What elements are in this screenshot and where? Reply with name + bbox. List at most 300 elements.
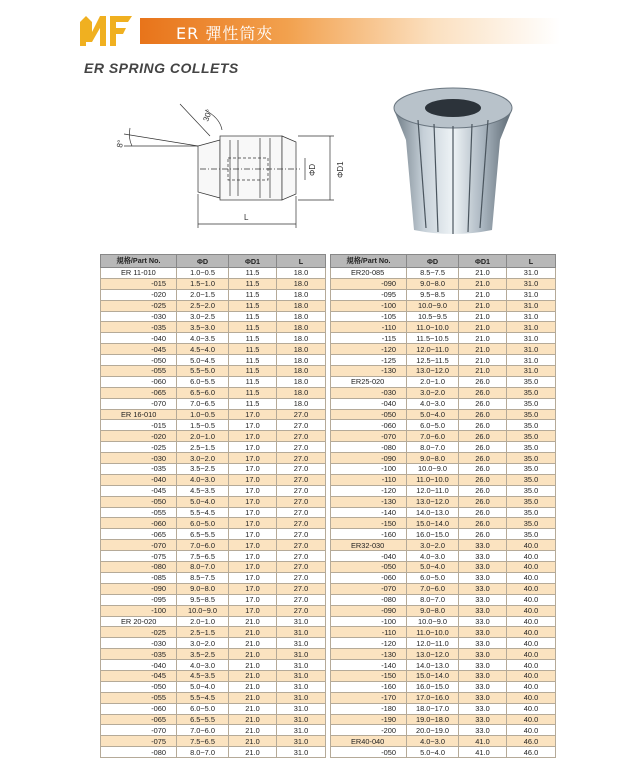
l-cell: 27.0 (277, 474, 326, 485)
part-no-cell: -070 (331, 583, 407, 594)
l-cell: 18.0 (277, 366, 326, 377)
d1-cell: 17.0 (229, 551, 277, 562)
d1-cell: 41.0 (459, 747, 507, 758)
table-row (101, 453, 326, 464)
part-no-cell: -150 (331, 518, 407, 529)
col-header-d1: ΦD1 (459, 255, 507, 268)
d1-cell: 17.0 (229, 529, 277, 540)
d-cell: 11.0~10.0 (407, 322, 459, 333)
table-row (331, 518, 556, 529)
part-no-cell: -035 (101, 649, 177, 660)
part-no-cell: -040 (331, 398, 407, 409)
d-cell: 8.5~7.5 (177, 572, 229, 583)
part-no-cell: -060 (331, 572, 407, 583)
table-row (101, 496, 326, 507)
d1-cell: 21.0 (459, 333, 507, 344)
d-cell: 3.0~2.0 (177, 453, 229, 464)
d1-cell: 21.0 (229, 638, 277, 649)
d1-cell: 21.0 (229, 703, 277, 714)
d1-cell: 11.5 (229, 398, 277, 409)
part-no-cell: -080 (331, 594, 407, 605)
dim-d-label: ΦD (308, 163, 317, 176)
part-no-cell: -020 (101, 289, 177, 300)
d1-cell: 11.5 (229, 376, 277, 387)
l-cell: 18.0 (277, 376, 326, 387)
l-cell: 27.0 (277, 605, 326, 616)
d1-cell: 21.0 (459, 366, 507, 377)
table-row (101, 736, 326, 747)
dim-l-label: L (244, 213, 249, 222)
l-cell: 31.0 (277, 627, 326, 638)
d1-cell: 33.0 (459, 627, 507, 638)
table-row (331, 333, 556, 344)
part-no-cell: -050 (331, 562, 407, 573)
part-no-cell: -030 (101, 638, 177, 649)
part-no-cell: -030 (331, 387, 407, 398)
collet-photo (388, 80, 518, 238)
d1-cell: 26.0 (459, 453, 507, 464)
part-no-cell: -140 (331, 507, 407, 518)
l-cell: 40.0 (507, 627, 556, 638)
d-cell: 7.0~6.5 (177, 398, 229, 409)
part-no-cell: -070 (101, 540, 177, 551)
l-cell: 40.0 (507, 638, 556, 649)
l-cell: 35.0 (507, 507, 556, 518)
l-cell: 31.0 (507, 300, 556, 311)
d-cell: 1.5~1.0 (177, 278, 229, 289)
table-row (101, 638, 326, 649)
l-cell: 35.0 (507, 420, 556, 431)
table-row (101, 398, 326, 409)
l-cell: 31.0 (277, 670, 326, 681)
table-row (331, 289, 556, 300)
d-cell: 7.0~6.0 (177, 725, 229, 736)
d-cell: 10.5~9.5 (407, 311, 459, 322)
part-no-cell: -050 (331, 747, 407, 758)
part-no-cell: -100 (331, 616, 407, 627)
l-cell: 18.0 (277, 278, 326, 289)
d1-cell: 21.0 (229, 714, 277, 725)
part-no-cell: -150 (331, 670, 407, 681)
table-row (101, 660, 326, 671)
l-cell: 31.0 (507, 344, 556, 355)
d1-cell: 21.0 (229, 627, 277, 638)
d-cell: 4.0~3.0 (407, 736, 459, 747)
l-cell: 18.0 (277, 300, 326, 311)
d1-cell: 26.0 (459, 431, 507, 442)
l-cell: 27.0 (277, 507, 326, 518)
part-no-cell: -130 (331, 366, 407, 377)
part-no-cell: ER 11-010 (101, 268, 177, 279)
header-title: ER 彈性筒夾 (176, 24, 274, 43)
d1-cell: 33.0 (459, 638, 507, 649)
l-cell: 31.0 (277, 660, 326, 671)
table-row (331, 649, 556, 660)
part-no-cell: -090 (331, 605, 407, 616)
d-cell: 2.0~1.0 (177, 431, 229, 442)
table-row (331, 464, 556, 475)
d1-cell: 11.5 (229, 333, 277, 344)
d-cell: 7.0~6.0 (177, 540, 229, 551)
d-cell: 19.0~18.0 (407, 714, 459, 725)
part-no-cell: ER20-085 (331, 268, 407, 279)
d-cell: 8.0~7.0 (407, 442, 459, 453)
part-no-cell: -025 (101, 442, 177, 453)
l-cell: 31.0 (277, 736, 326, 747)
l-cell: 40.0 (507, 714, 556, 725)
d1-cell: 26.0 (459, 409, 507, 420)
part-no-cell: -085 (101, 572, 177, 583)
d1-cell: 33.0 (459, 551, 507, 562)
part-no-cell: -045 (101, 670, 177, 681)
d1-cell: 17.0 (229, 562, 277, 573)
d1-cell: 21.0 (459, 311, 507, 322)
l-cell: 31.0 (277, 649, 326, 660)
d1-cell: 33.0 (459, 594, 507, 605)
d-cell: 12.5~11.5 (407, 355, 459, 366)
part-no-cell: -055 (101, 366, 177, 377)
d-cell: 6.5~5.5 (177, 714, 229, 725)
l-cell: 40.0 (507, 681, 556, 692)
l-cell: 31.0 (277, 714, 326, 725)
l-cell: 27.0 (277, 431, 326, 442)
d-cell: 4.5~3.5 (177, 670, 229, 681)
d1-cell: 26.0 (459, 420, 507, 431)
table-row (331, 453, 556, 464)
table-row (331, 344, 556, 355)
d-cell: 3.5~2.5 (177, 649, 229, 660)
table-row (331, 398, 556, 409)
d1-cell: 33.0 (459, 540, 507, 551)
table-row (101, 747, 326, 758)
d1-cell: 26.0 (459, 518, 507, 529)
table-row (101, 518, 326, 529)
table-row (101, 431, 326, 442)
part-no-cell: -100 (331, 300, 407, 311)
table-row (101, 572, 326, 583)
l-cell: 27.0 (277, 540, 326, 551)
l-cell: 27.0 (277, 583, 326, 594)
d1-cell: 21.0 (229, 616, 277, 627)
dim-d1-label: ΦD1 (336, 161, 345, 178)
d-cell: 4.0~3.0 (407, 398, 459, 409)
table-row (331, 714, 556, 725)
part-no-cell: -050 (331, 409, 407, 420)
d1-cell: 26.0 (459, 496, 507, 507)
d-cell: 1.5~0.5 (177, 420, 229, 431)
d-cell: 16.0~15.0 (407, 681, 459, 692)
d-cell: 15.0~14.0 (407, 518, 459, 529)
part-no-cell: ER25-020 (331, 376, 407, 387)
d1-cell: 33.0 (459, 649, 507, 660)
table-row (101, 670, 326, 681)
l-cell: 31.0 (277, 681, 326, 692)
part-no-cell: -055 (101, 507, 177, 518)
part-no-cell: -170 (331, 692, 407, 703)
spec-table-left (100, 254, 326, 758)
part-no-cell: -060 (331, 420, 407, 431)
d-cell: 9.5~8.5 (407, 289, 459, 300)
part-no-cell: -130 (331, 496, 407, 507)
part-no-cell: -180 (331, 703, 407, 714)
d-cell: 12.0~11.0 (407, 344, 459, 355)
table-row (101, 376, 326, 387)
part-no-cell: ER40-040 (331, 736, 407, 747)
part-no-cell: -020 (101, 431, 177, 442)
d-cell: 5.0~4.5 (177, 355, 229, 366)
table-row (101, 311, 326, 322)
table-row (331, 431, 556, 442)
table-row (331, 725, 556, 736)
d-cell: 4.0~3.0 (177, 660, 229, 671)
table-row (101, 562, 326, 573)
part-no-cell: -110 (331, 474, 407, 485)
d1-cell: 41.0 (459, 736, 507, 747)
part-no-cell: -065 (101, 529, 177, 540)
l-cell: 27.0 (277, 485, 326, 496)
d-cell: 10.0~9.0 (407, 300, 459, 311)
d-cell: 20.0~19.0 (407, 725, 459, 736)
d1-cell: 17.0 (229, 540, 277, 551)
d-cell: 8.0~7.0 (177, 562, 229, 573)
d1-cell: 33.0 (459, 681, 507, 692)
part-no-cell: -040 (101, 333, 177, 344)
table-row (101, 474, 326, 485)
d-cell: 6.0~5.0 (407, 572, 459, 583)
part-no-cell: -100 (331, 464, 407, 475)
part-no-cell: -040 (331, 551, 407, 562)
d1-cell: 21.0 (229, 649, 277, 660)
table-row (101, 725, 326, 736)
d-cell: 4.0~3.0 (177, 474, 229, 485)
d-cell: 9.0~8.0 (407, 278, 459, 289)
l-cell: 31.0 (507, 268, 556, 279)
d1-cell: 17.0 (229, 431, 277, 442)
part-no-cell: -090 (101, 583, 177, 594)
l-cell: 35.0 (507, 474, 556, 485)
d-cell: 5.5~4.5 (177, 692, 229, 703)
l-cell: 18.0 (277, 355, 326, 366)
d-cell: 14.0~13.0 (407, 660, 459, 671)
l-cell: 35.0 (507, 529, 556, 540)
table-row (101, 442, 326, 453)
part-no-cell: -080 (101, 747, 177, 758)
d1-cell: 33.0 (459, 692, 507, 703)
l-cell: 40.0 (507, 725, 556, 736)
section-subtitle: ER SPRING COLLETS (84, 60, 239, 76)
l-cell: 31.0 (507, 366, 556, 377)
table-row (331, 355, 556, 366)
angle-side-label: 8° (115, 139, 126, 149)
table-row (331, 562, 556, 573)
table-row (101, 507, 326, 518)
l-cell: 31.0 (277, 638, 326, 649)
d-cell: 17.0~16.0 (407, 692, 459, 703)
d1-cell: 21.0 (459, 268, 507, 279)
l-cell: 40.0 (507, 692, 556, 703)
d1-cell: 17.0 (229, 572, 277, 583)
part-no-cell: -075 (101, 551, 177, 562)
d-cell: 6.5~6.0 (177, 387, 229, 398)
table-row (101, 649, 326, 660)
table-row (331, 507, 556, 518)
d-cell: 2.5~1.5 (177, 627, 229, 638)
d-cell: 13.0~12.0 (407, 496, 459, 507)
part-no-cell: -090 (331, 453, 407, 464)
table-header-row (101, 255, 326, 268)
part-no-cell: -105 (331, 311, 407, 322)
part-no-cell: -030 (101, 311, 177, 322)
d1-cell: 11.5 (229, 289, 277, 300)
brand-logo (78, 12, 134, 48)
d-cell: 1.0~0.5 (177, 409, 229, 420)
d-cell: 2.5~1.5 (177, 442, 229, 453)
d-cell: 8.0~7.0 (177, 747, 229, 758)
l-cell: 18.0 (277, 322, 326, 333)
table-row (101, 344, 326, 355)
d1-cell: 21.0 (229, 747, 277, 758)
table-row (331, 278, 556, 289)
d-cell: 2.0~1.0 (177, 616, 229, 627)
l-cell: 46.0 (507, 747, 556, 758)
d1-cell: 17.0 (229, 594, 277, 605)
table-row (101, 583, 326, 594)
l-cell: 40.0 (507, 562, 556, 573)
part-no-cell: -040 (101, 660, 177, 671)
d1-cell: 11.5 (229, 366, 277, 377)
d-cell: 5.0~4.0 (177, 681, 229, 692)
d1-cell: 17.0 (229, 420, 277, 431)
d-cell: 12.0~11.0 (407, 485, 459, 496)
d-cell: 9.5~8.5 (177, 594, 229, 605)
table-row (101, 464, 326, 475)
d1-cell: 26.0 (459, 474, 507, 485)
part-no-cell: -080 (331, 442, 407, 453)
l-cell: 31.0 (507, 333, 556, 344)
d1-cell: 17.0 (229, 496, 277, 507)
l-cell: 40.0 (507, 616, 556, 627)
l-cell: 27.0 (277, 572, 326, 583)
d-cell: 7.0~6.0 (407, 431, 459, 442)
part-no-cell: -190 (331, 714, 407, 725)
table-row (331, 681, 556, 692)
col-header-part-no: 規格/Part No. (101, 255, 177, 268)
part-no-cell: -115 (331, 333, 407, 344)
table-row (101, 616, 326, 627)
part-no-cell: -100 (101, 605, 177, 616)
d-cell: 9.0~8.0 (407, 453, 459, 464)
l-cell: 27.0 (277, 594, 326, 605)
d1-cell: 26.0 (459, 464, 507, 475)
header-banner (140, 18, 560, 44)
l-cell: 27.0 (277, 420, 326, 431)
table-row (101, 289, 326, 300)
d1-cell: 21.0 (229, 736, 277, 747)
part-no-cell: -120 (331, 344, 407, 355)
table-row (101, 485, 326, 496)
d1-cell: 33.0 (459, 670, 507, 681)
d1-cell: 17.0 (229, 453, 277, 464)
d1-cell: 17.0 (229, 485, 277, 496)
d1-cell: 21.0 (459, 322, 507, 333)
d-cell: 7.0~6.0 (407, 583, 459, 594)
part-no-cell: -070 (101, 398, 177, 409)
l-cell: 40.0 (507, 540, 556, 551)
l-cell: 27.0 (277, 453, 326, 464)
part-no-cell: -110 (331, 627, 407, 638)
l-cell: 35.0 (507, 518, 556, 529)
d-cell: 5.5~4.5 (177, 507, 229, 518)
d-cell: 5.0~4.0 (177, 496, 229, 507)
d-cell: 6.0~5.0 (177, 518, 229, 529)
part-no-cell: -045 (101, 344, 177, 355)
d-cell: 3.0~2.5 (177, 311, 229, 322)
d1-cell: 17.0 (229, 474, 277, 485)
l-cell: 18.0 (277, 333, 326, 344)
l-cell: 40.0 (507, 670, 556, 681)
table-header-row (331, 255, 556, 268)
d1-cell: 21.0 (229, 681, 277, 692)
d-cell: 16.0~15.0 (407, 529, 459, 540)
d1-cell: 17.0 (229, 507, 277, 518)
d1-cell: 33.0 (459, 572, 507, 583)
d-cell: 1.0~0.5 (177, 268, 229, 279)
d-cell: 5.5~5.0 (177, 366, 229, 377)
l-cell: 27.0 (277, 496, 326, 507)
d-cell: 6.0~5.0 (407, 420, 459, 431)
l-cell: 18.0 (277, 289, 326, 300)
part-no-cell: -160 (331, 529, 407, 540)
table-row (331, 594, 556, 605)
l-cell: 40.0 (507, 649, 556, 660)
table-row (331, 485, 556, 496)
table-row (331, 442, 556, 453)
l-cell: 27.0 (277, 529, 326, 540)
table-row (101, 627, 326, 638)
table-row (331, 572, 556, 583)
l-cell: 31.0 (507, 289, 556, 300)
d1-cell: 11.5 (229, 300, 277, 311)
part-no-cell: -130 (331, 649, 407, 660)
table-row (101, 300, 326, 311)
part-no-cell: -040 (101, 474, 177, 485)
part-no-cell: -025 (101, 627, 177, 638)
d1-cell: 33.0 (459, 605, 507, 616)
d-cell: 12.0~11.0 (407, 638, 459, 649)
d1-cell: 11.5 (229, 278, 277, 289)
d-cell: 4.0~3.0 (407, 551, 459, 562)
d1-cell: 21.0 (459, 289, 507, 300)
d1-cell: 21.0 (229, 725, 277, 736)
l-cell: 35.0 (507, 485, 556, 496)
l-cell: 35.0 (507, 464, 556, 475)
d1-cell: 17.0 (229, 518, 277, 529)
part-no-cell: -080 (101, 562, 177, 573)
table-row (331, 474, 556, 485)
part-no-cell: -045 (101, 485, 177, 496)
d-cell: 6.0~5.5 (177, 376, 229, 387)
part-no-cell: ER 16-010 (101, 409, 177, 420)
l-cell: 31.0 (507, 311, 556, 322)
table-row (331, 616, 556, 627)
part-no-cell: -095 (101, 594, 177, 605)
d1-cell: 26.0 (459, 376, 507, 387)
table-row (331, 583, 556, 594)
part-no-cell: -075 (101, 736, 177, 747)
d1-cell: 26.0 (459, 529, 507, 540)
table-row (331, 311, 556, 322)
d-cell: 6.0~5.0 (177, 703, 229, 714)
